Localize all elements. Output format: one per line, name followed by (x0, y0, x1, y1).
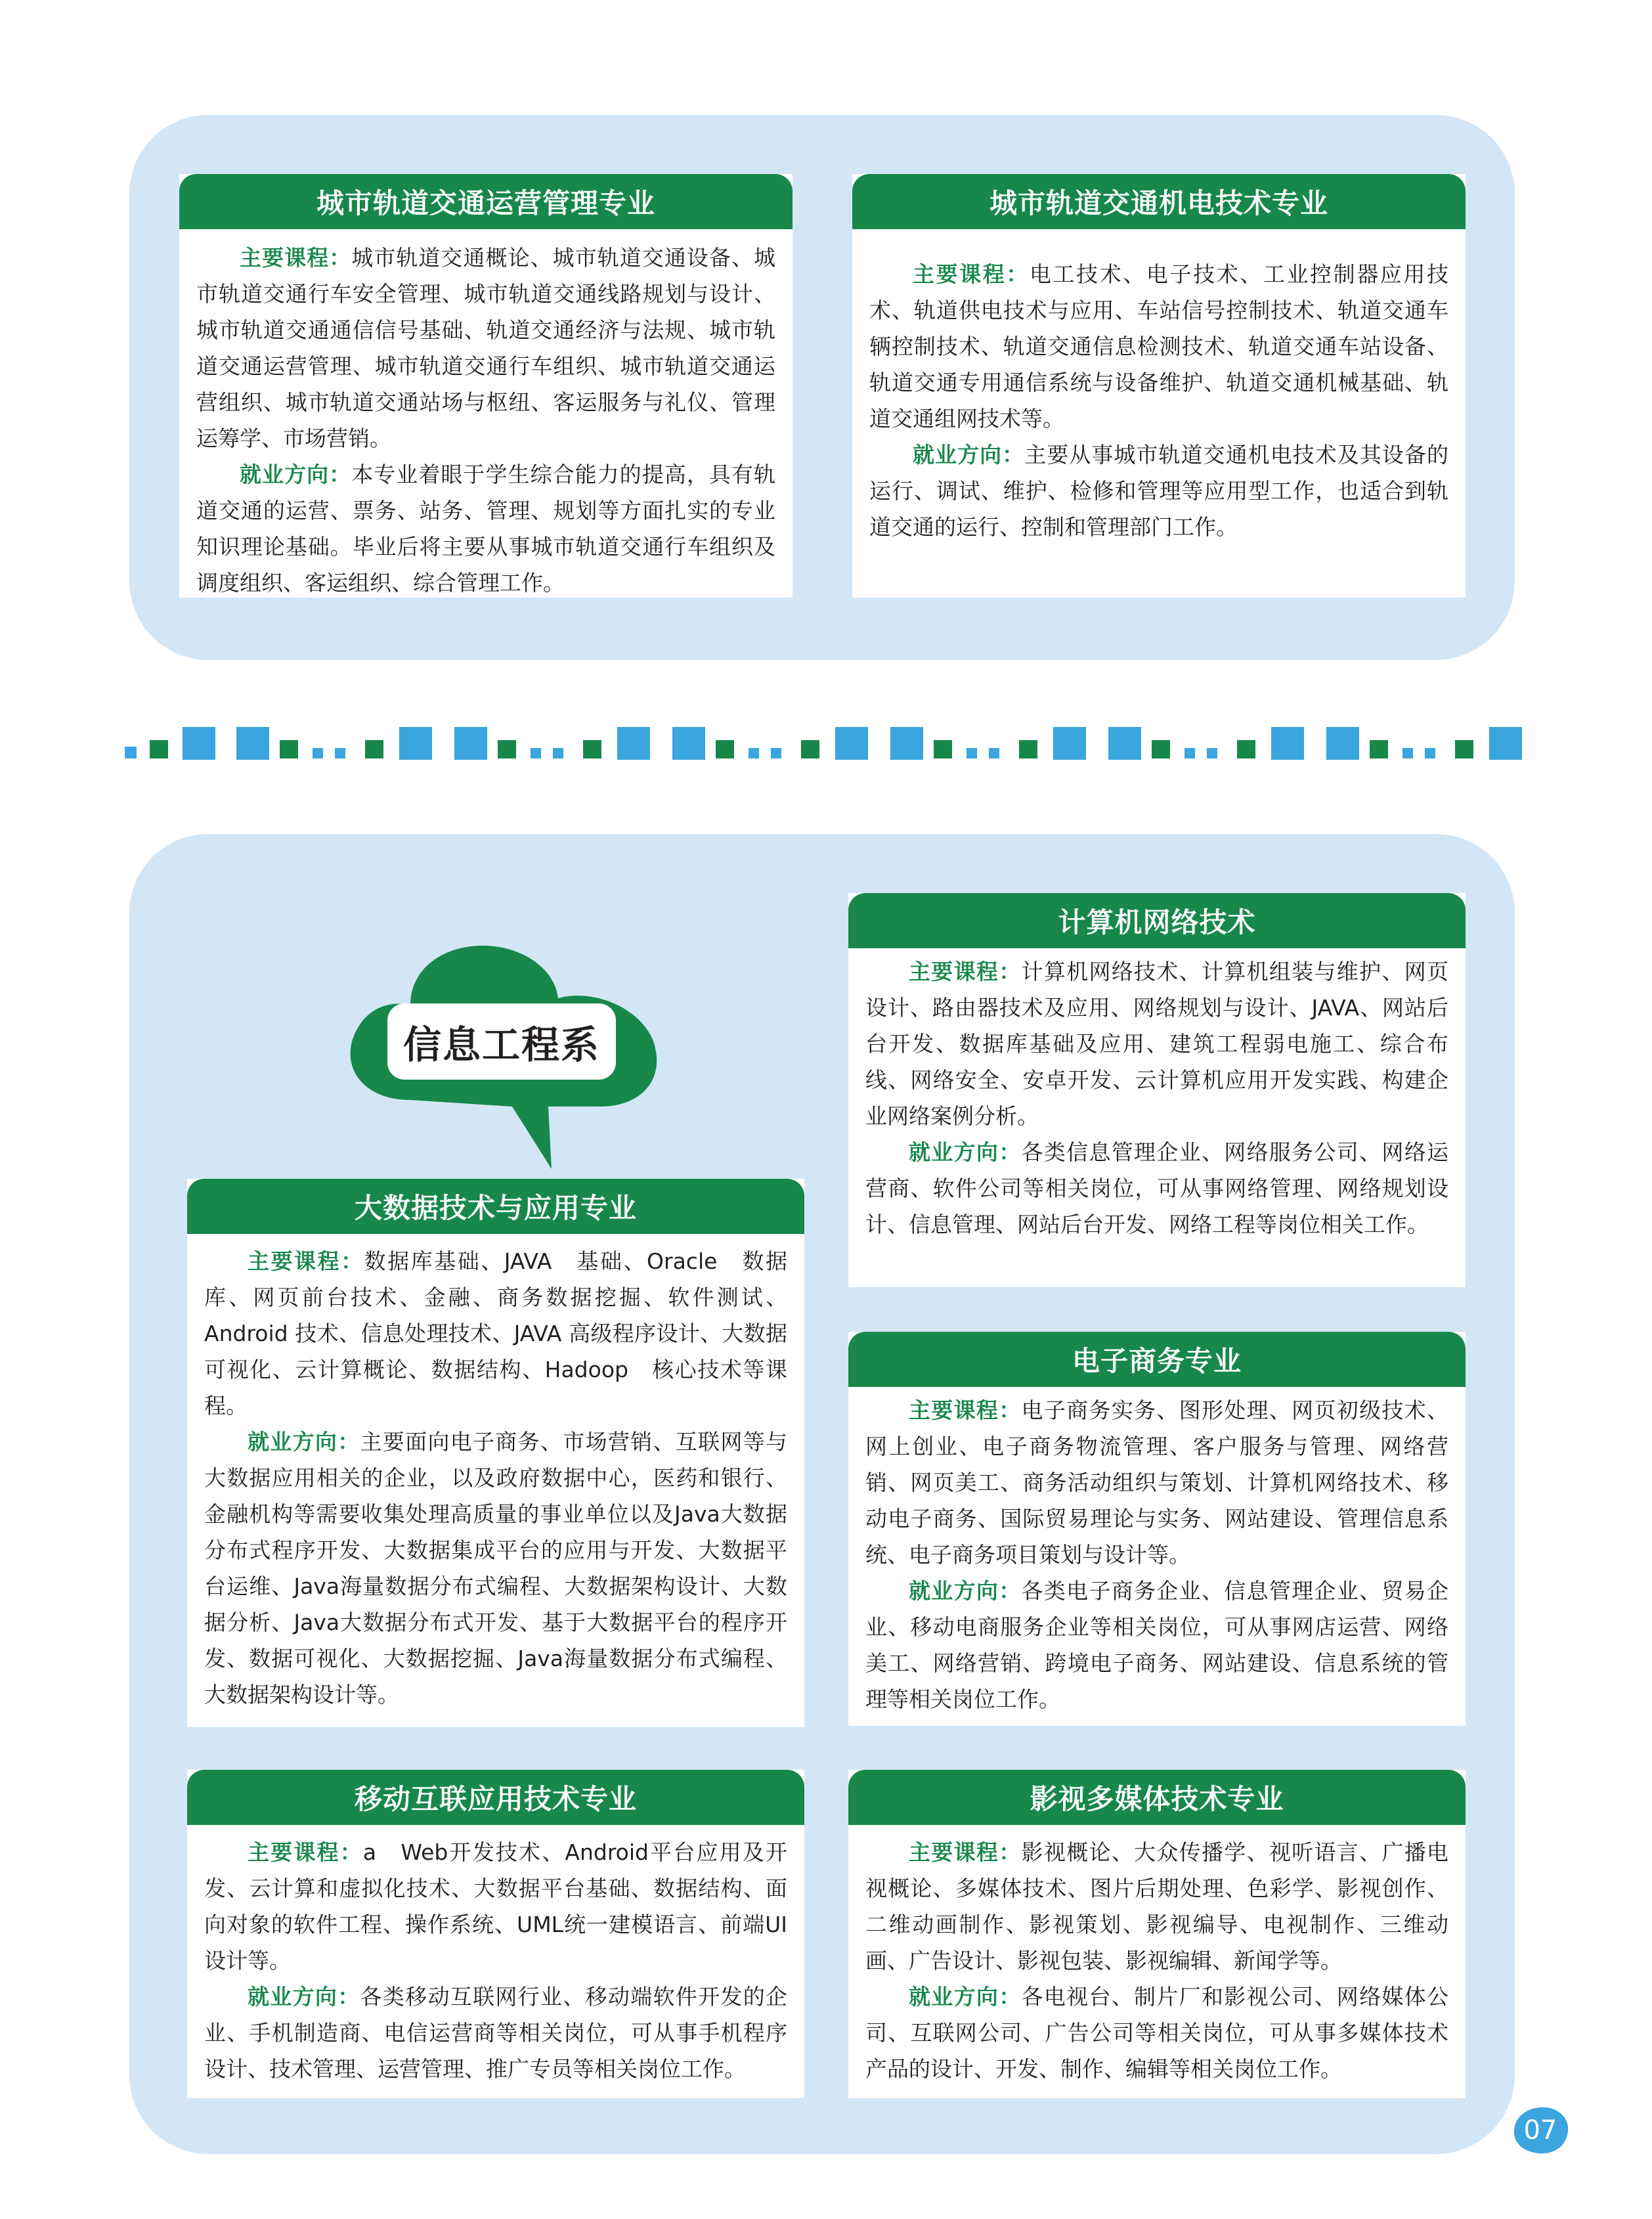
course-paragraph (869, 256, 1448, 437)
card-e-commerce (848, 1332, 1466, 1726)
course-paragraph (204, 1243, 787, 1424)
course-label: 主要课程： (240, 245, 352, 271)
course-text: 计算机网络技术、计算机组装与维护、网页设计、路由器技术及应用、网络规划与设计、JAVA、网站后台开发、数据库基础及应用、建筑工程弱电施工、综合布线、网络安全、安卓开发、云计算机应用开发实践、构建企业网络案例分析。 (865, 959, 1449, 1129)
course-paragraph (865, 954, 1448, 1134)
course-text: a Web开发技术、Android平台应用及开发、云计算和虚拟化技术、大数据平台基础、数据结构、面向对象的软件工程、操作系统、UML统一建模语言、前端UI设计等。 (204, 1839, 787, 1973)
job-paragraph (865, 1573, 1448, 1717)
course-text: 数据库基础、JAVA 基础、Oracle 数据库、网页前台技术、金融、商务数据挖掘、软件测试、Android 技术、信息处理技术、JAVA 高级程序设计、大数据可视化、云计算概论、数据结构、Hadoop 核心技术等课程。 (204, 1248, 787, 1418)
job-text: 各类电子商务企业、信息管理企业、贸易企业、移动电商服务企业等相关岗位，可从事网店运营、网络美工、网络营销、跨境电子商务、网站建设、信息系统的管理等相关岗位工作。 (865, 1578, 1449, 1712)
card-body (204, 1834, 787, 2087)
course-label: 主要课程： (248, 1839, 363, 1865)
job-label: 就业方向： (240, 462, 352, 487)
job-text: 各类移动互联网行业、移动端软件开发的企业、手机制造商、电信运营商等相关岗位，可从事手机程序设计、技术管理、运营管理、推广专员等相关岗位工作。 (204, 1984, 788, 2082)
job-text: 主要从事城市轨道交通机电技术及其设备的运行、调试、维护、检修和管理等应用型工作，也适合到轨道交通的运行、控制和管理部门工作。 (869, 442, 1449, 540)
course-label: 主要课程： (913, 261, 1030, 287)
course-text: 城市轨道交通概论、城市轨道交通设备、城市轨道交通行车安全管理、城市轨道交通线路规划与设计、城市轨道交通通信信号基础、轨道交通经济与法规、城市轨道交通运营管理、城市轨道交通行车组织、城市轨道交通运营组织、城市轨道交通站场与枢纽、客运服务与礼仪、管理运筹学、市场营销。 (196, 245, 776, 451)
course-text: 电子商务实务、图形处理、网页初级技术、网上创业、电子商务物流管理、客户服务与管理、网络营销、网页美工、商务活动组织与策划、计算机网络技术、移动电子商务、国际贸易理论与实务、网站建设、管理信息系统、电子商务项目策划与设计等。 (865, 1397, 1449, 1568)
job-paragraph (865, 1979, 1448, 2087)
course-label: 主要课程： (909, 1397, 1022, 1423)
card-body (196, 240, 775, 601)
job-paragraph (869, 437, 1448, 545)
card-body (865, 1834, 1448, 2087)
job-label: 就业方向： (909, 1578, 1022, 1604)
job-text: 各类信息管理企业、网络服务公司、网络运营商、软件公司等相关岗位，可从事网络管理、网络规划设计、信息管理、网站后台开发、网络工程等岗位相关工作。 (865, 1139, 1449, 1237)
job-paragraph (204, 1424, 787, 1713)
course-label: 主要课程： (909, 959, 1022, 984)
course-paragraph (865, 1392, 1448, 1573)
card-title: 电子商务专业 (848, 1332, 1466, 1387)
card-rail-electromechanical (852, 174, 1466, 598)
decorative-divider (125, 726, 1523, 760)
card-body (865, 1392, 1448, 1717)
card-body (869, 256, 1448, 545)
course-paragraph (204, 1834, 787, 1979)
card-film-multimedia (848, 1770, 1466, 2098)
job-text: 本专业着眼于学生综合能力的提高，具有轨道交通的运营、票务、站务、管理、规划等方面扎实的专业知识理论基础。毕业后将主要从事城市轨道交通行车组织及调度组织、客运组织、综合管理工作。 (196, 462, 776, 596)
job-label: 就业方向： (909, 1984, 1022, 2010)
card-title: 计算机网络技术 (848, 893, 1466, 948)
card-big-data (187, 1179, 804, 1727)
job-paragraph (204, 1979, 787, 2087)
job-label: 就业方向： (248, 1984, 360, 2010)
card-title: 移动互联应用技术专业 (187, 1770, 804, 1825)
card-body (865, 954, 1448, 1242)
job-paragraph (196, 456, 775, 601)
card-title: 影视多媒体技术专业 (848, 1770, 1466, 1825)
card-rail-operations (179, 174, 793, 598)
job-text: 各电视台、制片厂和影视公司、网络媒体公司、互联网公司、广告公司等相关岗位，可从事多媒体技术产品的设计、开发、制作、编辑等相关岗位工作。 (865, 1984, 1449, 2082)
course-text: 影视概论、大众传播学、视听语言、广播电视概论、多媒体技术、图片后期处理、色彩学、影视创作、二维动画制作、影视策划、影视编导、电视制作、三维动画、广告设计、影视包装、影视编辑、新闻学等。 (865, 1839, 1449, 1973)
course-paragraph (865, 1834, 1448, 1979)
department-name: 信息工程系 (387, 1003, 616, 1080)
course-label: 主要课程： (909, 1839, 1022, 1865)
course-text: 电工技术、电子技术、工业控制器应用技术、轨道供电技术与应用、车站信号控制技术、轨道交通车辆控制技术、轨道交通信息检测技术、轨道交通车站设备、轨道交通专用通信系统与设备维护、轨道交通机械基础、轨道交通组网技术等。 (869, 261, 1449, 431)
card-title: 城市轨道交通运营管理专业 (179, 174, 793, 229)
card-title: 城市轨道交通机电技术专业 (852, 174, 1466, 229)
card-computer-network (848, 893, 1466, 1287)
card-mobile-internet (187, 1770, 804, 2098)
card-body (204, 1243, 787, 1713)
course-label: 主要课程： (248, 1248, 364, 1274)
job-text: 主要面向电子商务、市场营销、互联网等与大数据应用相关的企业，以及政府数据中心，医药和银行、金融机构等需要收集处理高质量的事业单位以及Java大数据分布式程序开发、大数据集成平台的应用与开发、大数据平台运维、Java海量数据分布式编程、大数据架构设计、大数据分析、Java大数据分布式开发、基于大数据平台的程序开发、数据可视化、大数据挖掘、Java海量数据分布式编程、大数据架构设计等。 (204, 1429, 788, 1707)
job-label: 就业方向： (909, 1139, 1022, 1165)
job-paragraph (865, 1134, 1448, 1242)
page-number: 07 (1523, 2115, 1557, 2145)
card-title: 大数据技术与应用专业 (187, 1179, 804, 1234)
job-label: 就业方向： (248, 1429, 360, 1455)
course-paragraph (196, 240, 775, 456)
job-label: 就业方向： (913, 442, 1025, 468)
